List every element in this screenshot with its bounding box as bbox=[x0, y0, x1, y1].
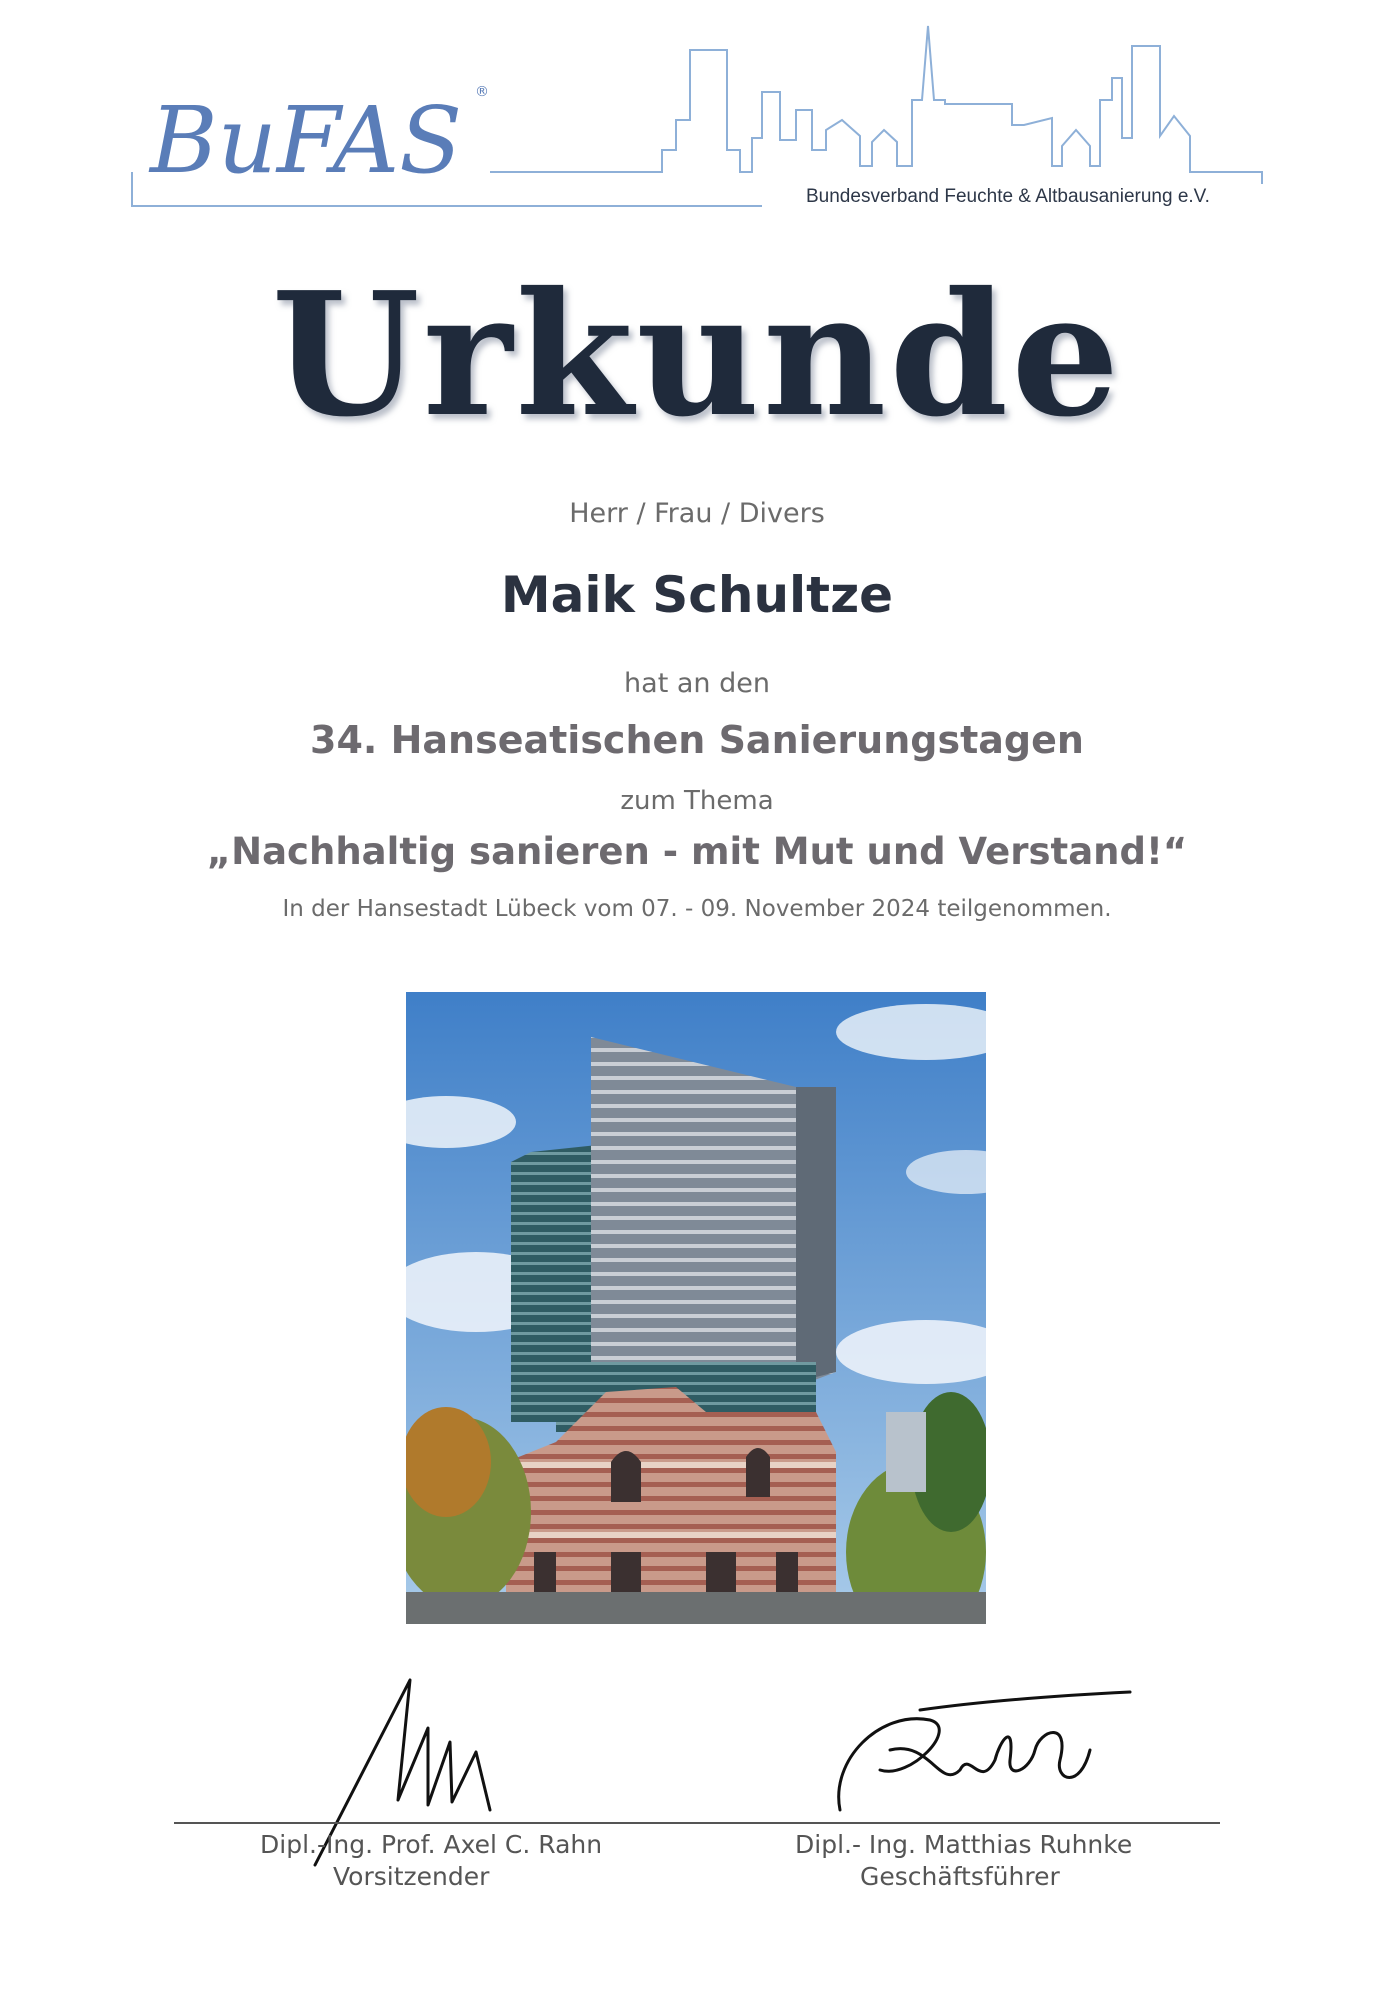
signature-ruhnke bbox=[820, 1680, 1140, 1820]
salutation: Herr / Frau / Divers bbox=[569, 498, 825, 529]
recipient-name: Maik Schultze bbox=[500, 566, 894, 624]
logo-text: BuFAS bbox=[150, 87, 463, 194]
skyline-outline bbox=[490, 26, 1262, 184]
theme-title: „Nachhaltig sanieren - mit Mut und Verstand!“ bbox=[206, 830, 1188, 873]
theme-intro: zum Thema bbox=[620, 786, 774, 816]
association-name: Bundesverband Feuchte & Altbausanierung e.V. bbox=[806, 186, 1210, 207]
registered-mark: ® bbox=[475, 84, 489, 100]
signer-2-name: Dipl.- Ing. Matthias Ruhnke bbox=[795, 1830, 1133, 1859]
building-photo bbox=[406, 992, 986, 1624]
signer-2-role: Geschäftsführer bbox=[860, 1862, 1060, 1891]
location-date: In der Hansestadt Lübeck vom 07. - 09. November 2024 teilgenommen. bbox=[282, 896, 1112, 922]
certificate-title: Urkunde bbox=[271, 255, 1123, 455]
signature-line bbox=[174, 1822, 1220, 1824]
signer-1-name: Dipl.-Ing. Prof. Axel C. Rahn bbox=[260, 1830, 603, 1859]
signer-1-role: Vorsitzender bbox=[333, 1862, 490, 1891]
intro-text: hat an den bbox=[624, 668, 770, 699]
event-name: 34. Hanseatischen Sanierungstagen bbox=[310, 718, 1084, 762]
